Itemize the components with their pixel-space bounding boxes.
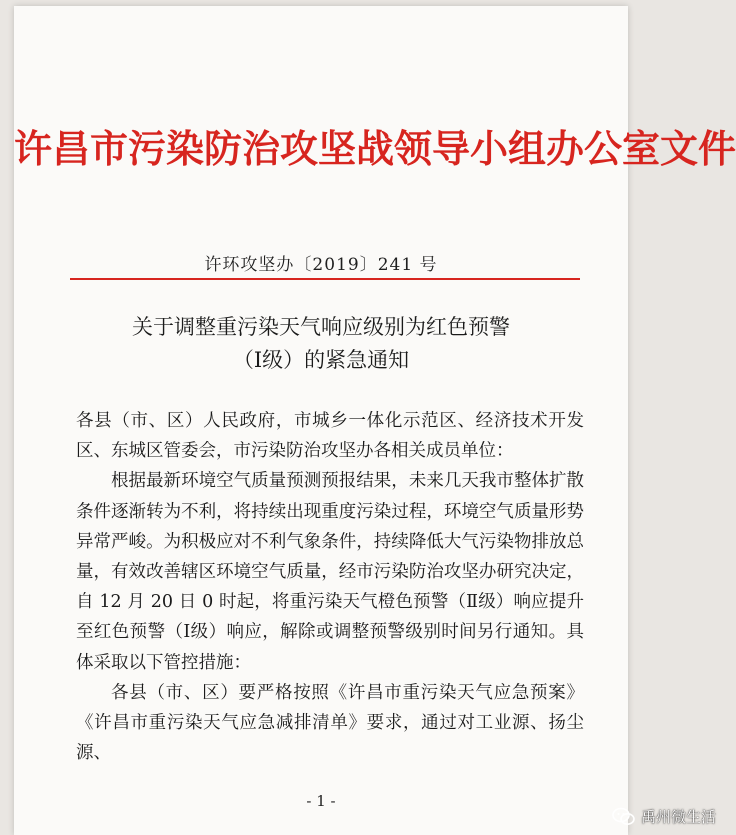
document-number: 许环攻坚办〔2019〕241 号	[204, 255, 438, 275]
subject-line-1: 关于调整重污染天气响应级别为红色预警	[132, 315, 510, 339]
watermark	[612, 806, 716, 827]
watermark-text: 禹州微生活	[640, 808, 716, 826]
red-divider	[70, 278, 580, 280]
addressee: 各县（市、区）人民政府，市城乡一体化示范区、经济技术开发区、东城区管委会，市污染防治攻坚办各相关成员单位：	[76, 411, 584, 462]
document-subject	[14, 311, 628, 377]
subject-line-2: （Ⅰ级）的紧急通知	[232, 348, 410, 372]
paragraph-2: 各县（市、区）要严格按照《许昌市重污染天气应急预案》《许昌市重污染天气应急减排清单》要求，通过对工业源、扬尘源、	[76, 682, 584, 764]
page-number: - 1 -	[306, 792, 336, 810]
document-body	[76, 406, 584, 768]
paragraph-1: 根据最新环境空气质量预测预报结果，未来几天我市整体扩散条件逐渐转为不利，将持续出现重度污染过程，环境空气质量形势异常严峻。为积极应对不利气象条件，持续降低大气污染物排放总量，有效改善辖区环境空气质量，经市污染防治攻坚办研究决定，自 12 月 20 日 0 时起，将重污染天气橙色预警（Ⅱ级）响应提升至红色预警（Ⅰ级）响应，解除或调整预警级别时间另行通知。具体采取以下管控措施：	[76, 471, 584, 673]
issuer-title: 许昌市污染防治攻坚战领导小组办公室文件	[14, 126, 736, 171]
wechat-icon	[612, 807, 636, 827]
